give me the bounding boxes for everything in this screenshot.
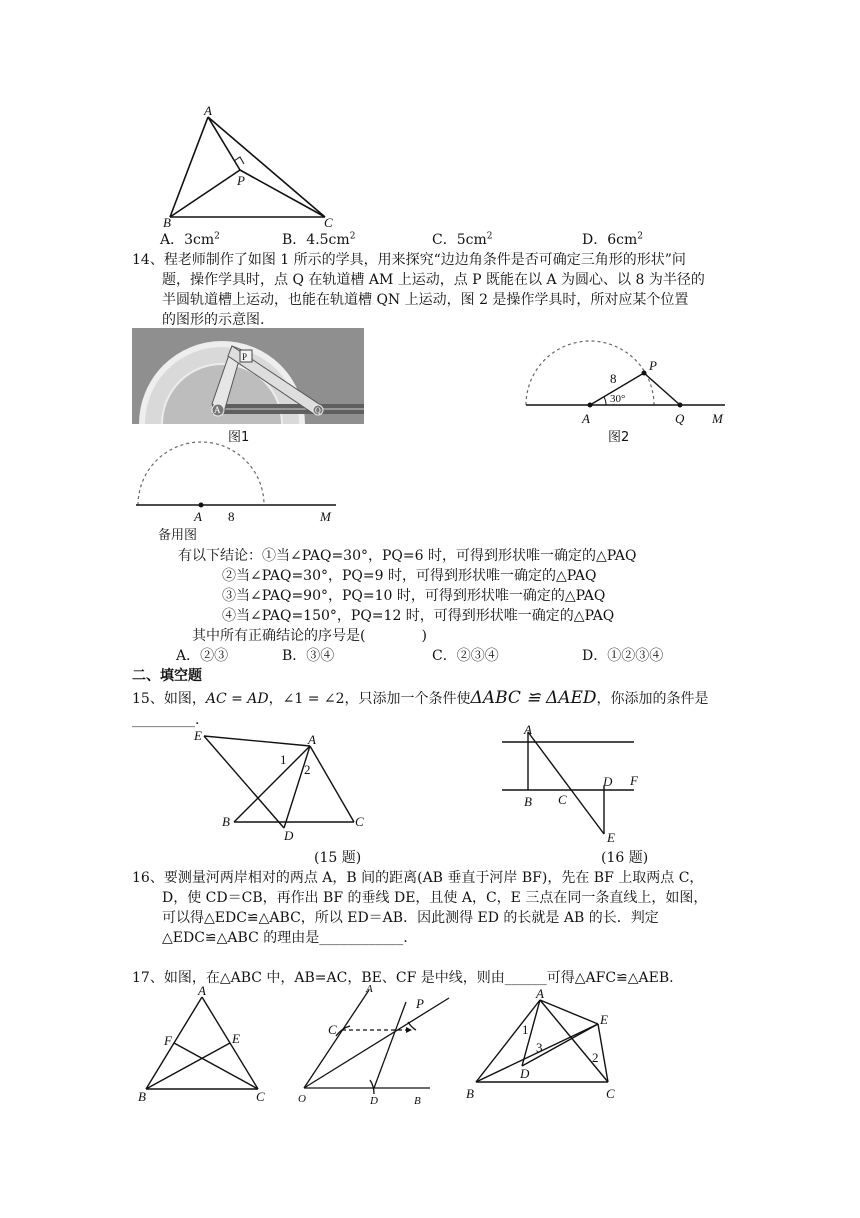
q13-option-c: C．$5cm^2$ <box>432 231 493 248</box>
svg-text:A: A <box>214 405 221 415</box>
q14-fig2-label-q: Q <box>675 411 685 426</box>
q15-label-a: A <box>308 732 316 747</box>
q14-line-3: 半圆轨道槽上运动，也能在轨道槽 QN 上运动，图 2 是操作学具时，所对应某个位置 <box>162 292 689 308</box>
q16-caption: (16 题) <box>601 850 649 866</box>
q16-line-3: 可以得△EDC≌△ABC，所以 ED＝AB．因此测得 ED 的长就是 AB 的长．判定 <box>162 910 659 926</box>
q14-backup-caption: 备用图 <box>158 528 198 543</box>
q14-fig2-label-angle: 30° <box>610 393 626 405</box>
q14-conclusion-4: ④当∠PAQ=150°，PQ=12 时，可得到形状唯一确定的△PAQ <box>222 608 615 624</box>
q15-line-2: _________. <box>132 712 200 728</box>
q17-fig3-label-e: E <box>600 1012 608 1027</box>
q13-label-b: B <box>163 215 171 230</box>
svg-text:Q: Q <box>315 406 321 415</box>
q13-option-d: D．$6cm^2$ <box>582 231 643 248</box>
q17-fig2-label-d: D <box>370 1095 378 1107</box>
q16-line-1: 16、要测量河两岸相对的两点 A，B 间的距离(AB 垂直于河岸 BF)，先在 BF 上取两点 C， <box>132 870 704 886</box>
q15-label-c: C <box>355 814 364 829</box>
q17-fig3-label-c: C <box>606 1086 615 1101</box>
q14-line-1: 14、程老师制作了如图 1 所示的学具，用来探究“边边角条件是否可确定三角形的形状”问 <box>132 252 686 268</box>
q17-fig1-label-e: E <box>232 1031 240 1046</box>
q14-fig1-caption: 图1 <box>228 430 250 445</box>
q17-fig1-label-c: C <box>256 1089 265 1104</box>
q17-fig2-label-o: O <box>298 1093 306 1105</box>
q16-label-e: E <box>607 830 615 845</box>
q15-figure <box>192 728 382 843</box>
q14-conclusion-1: 有以下结论：①当∠PAQ=30°，PQ=6 时，可得到形状唯一确定的△PAQ <box>178 548 637 564</box>
q14-conclusion-2: ②当∠PAQ=30°，PQ=9 时，可得到形状唯一确定的△PAQ <box>222 568 597 584</box>
q14-question: 其中所有正确结论的序号是( ) <box>192 628 427 644</box>
q17-fig3-quadrilateral <box>462 982 632 1107</box>
q14-option-d: D．①②③④ <box>582 648 664 664</box>
q17-fig1-label-b: B <box>138 1089 146 1104</box>
q13-triangle-figure <box>160 105 350 230</box>
q14-line-4: 的图形的示意图. <box>162 312 265 328</box>
q17-fig1-triangle <box>136 985 276 1105</box>
q14-line-2: 题，操作学具时，点 Q 在轨道槽 AM 上运动，点 P 既能在以 A 为圆心、以 8 为半径的 <box>162 272 705 288</box>
q14-option-b: B．③④ <box>282 648 335 664</box>
q17-fig3-label-3: 3 <box>536 1040 543 1055</box>
q17-fig3-label-2: 2 <box>592 1050 599 1065</box>
q13-label-a: A <box>204 103 212 118</box>
q13-label-c: C <box>324 215 333 230</box>
q15-caption: (15 题) <box>314 850 362 866</box>
q15-label-2: 2 <box>304 762 311 777</box>
q15-label-b: B <box>222 814 230 829</box>
q16-line-2: D，使 CD＝CB，再作出 BF 的垂线 DE，且使 A，C，E 三点在同一条直线上，如图， <box>162 890 708 906</box>
q16-label-c: C <box>558 792 567 807</box>
q14-backup-label-m: M <box>320 509 331 524</box>
q16-label-b: B <box>524 794 532 809</box>
q17-fig2-label-p: P <box>416 996 424 1011</box>
q16-label-d: D <box>603 774 613 789</box>
q14-conclusion-3: ③当∠PAQ=90°，PQ=10 时，可得到形状唯一确定的△PAQ <box>222 588 606 604</box>
q14-backup-figure <box>132 445 342 524</box>
q14-backup-label-a: A <box>194 509 202 524</box>
q17-fig3-label-b: B <box>466 1086 474 1101</box>
q16-label-a: A <box>524 722 532 737</box>
q15-line-1: 15、如图，AC = AD，∠1 = ∠2，只添加一个条件使ΔABC ≌ ΔAED，你添加的条件是 <box>132 688 709 708</box>
q17-fig3-label-d: D <box>520 1066 530 1081</box>
q17-fig2-label-c: C <box>328 1022 337 1037</box>
q14-fig2-label-m: M <box>712 411 723 426</box>
q16-label-f: F <box>630 773 638 788</box>
q17-fig2-label-b: B <box>414 1095 421 1107</box>
q17-fig1-label-a: A <box>198 983 206 998</box>
q17-line: 17、如图，在△ABC 中，AB=AC，BE、CF 是中线，则由______可得△AFC≌△AEB. <box>132 970 674 986</box>
q17-fig2-label-a: A <box>366 983 373 995</box>
q16-figure <box>500 722 650 845</box>
q14-fig1-photo <box>132 328 364 424</box>
q15-label-1: 1 <box>280 752 287 767</box>
q17-fig2-construction <box>294 982 464 1107</box>
q13-label-p: P <box>237 173 245 188</box>
section-title-fill-in: 二、填空题 <box>132 668 202 684</box>
q14-option-c: C．②③④ <box>432 648 499 664</box>
q17-fig1-label-f: F <box>164 1033 172 1048</box>
q16-line-4: △EDC≌△ABC 的理由是____________. <box>162 930 408 946</box>
q14-fig2-caption: 图2 <box>608 430 630 445</box>
q13-option-a: A．$3cm^2$ <box>160 231 220 248</box>
q15-label-d: D <box>284 828 294 843</box>
svg-text:P: P <box>242 352 248 362</box>
q14-fig2-label-p: P <box>649 358 657 373</box>
q14-fig2-label-len: 8 <box>610 371 617 386</box>
q14-backup-label-len: 8 <box>228 509 235 524</box>
q15-label-e: E <box>194 728 202 743</box>
q14-option-a: A．②③ <box>176 648 229 664</box>
q14-fig2-figure <box>520 330 730 430</box>
q13-option-b: B．$4.5cm^2$ <box>282 231 356 248</box>
q17-fig3-label-1: 1 <box>522 1022 529 1037</box>
q17-fig3-label-a: A <box>536 986 544 1001</box>
q14-fig2-label-a: A <box>582 411 590 426</box>
